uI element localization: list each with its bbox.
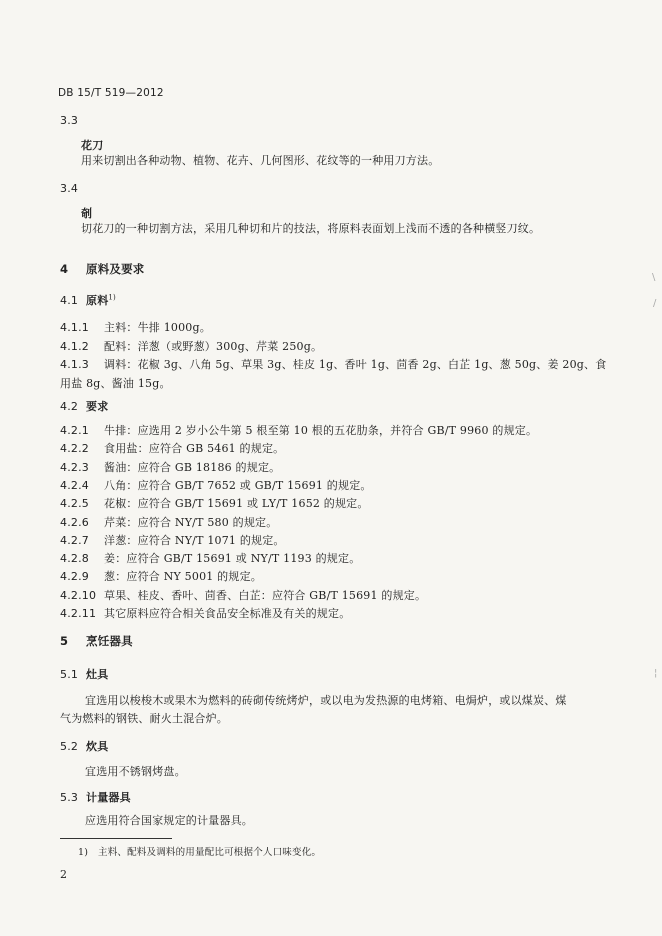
requirement-item <box>60 516 277 530</box>
term-ji: 剞 <box>81 207 93 220</box>
section-4-heading <box>60 262 145 276</box>
requirement-item-number: 4.2.11 <box>60 607 97 620</box>
requirement-item-text: 八角：应符合 GB/T 7652 或 GB/T 15691 的规定。 <box>104 478 372 492</box>
raw-material-item <box>60 358 606 372</box>
raw-material-item-text: 配料：洋葱（或野葱）300g、芹菜 250g。 <box>104 339 323 353</box>
requirement-item <box>60 479 372 493</box>
requirement-item-number: 4.2.5 <box>60 497 89 511</box>
section-4-title: 原料及要求 <box>86 262 145 276</box>
requirement-item-text: 草果、桂皮、香叶、茴香、白芷：应符合 GB/T 15691 的规定。 <box>104 588 427 602</box>
clause-4-2-title: 要求 <box>86 400 109 413</box>
requirement-item-text: 芹菜：应符合 NY/T 580 的规定。 <box>104 515 278 529</box>
requirement-item-text: 姜：应符合 GB/T 15691 或 NY/T 1193 的规定。 <box>104 552 361 566</box>
raw-material-item-number: 4.1.3 <box>60 358 89 371</box>
clause-number-3-3: 3.3 <box>60 114 79 127</box>
standard-code-header: DB 15/T 519—2012 <box>58 87 164 99</box>
requirement-item <box>60 589 426 603</box>
requirement-item <box>60 461 280 475</box>
requirement-item-text: 洋葱：应符合 NY/T 1071 的规定。 <box>104 533 285 547</box>
raw-material-item-continuation: 用盐 8g、酱油 15g。 <box>60 376 171 390</box>
scan-mark: ¦ <box>654 668 658 679</box>
requirement-item <box>60 442 284 456</box>
requirement-item-text: 酱油：应符合 GB 18186 的规定。 <box>104 460 281 474</box>
clause-5-3-heading <box>60 791 131 805</box>
clause-5-1-text-line-2: 气为燃料的钢铁、耐火土混合炉。 <box>60 712 228 725</box>
footnote-separator <box>60 838 172 839</box>
raw-material-item-text: 主料：牛排 1000g。 <box>104 321 211 334</box>
requirement-item-number: 4.2.9 <box>60 570 89 584</box>
clause-4-1-title: 原料 <box>86 294 109 307</box>
term-huadao: 花刀 <box>81 139 104 152</box>
footnote-text: 主料、配料及调料的用量配比可根据个人口味变化。 <box>98 847 322 858</box>
section-5-title: 烹饪器具 <box>86 634 133 648</box>
requirement-item-number: 4.2.1 <box>60 424 89 437</box>
clause-5-2-number: 5.2 <box>60 740 79 753</box>
requirement-item <box>60 607 350 621</box>
clause-4-1-heading <box>60 294 116 308</box>
clause-5-3-title: 计量器具 <box>86 791 131 804</box>
clause-5-2-title: 炊具 <box>86 740 109 753</box>
requirement-item-text: 其它原料应符合相关食品安全标准及有关的规定。 <box>104 607 351 620</box>
requirement-item-number: 4.2.3 <box>60 460 89 474</box>
requirement-item-number: 4.2.10 <box>60 588 97 602</box>
footnote <box>78 846 321 860</box>
section-4-number: 4 <box>60 262 69 276</box>
raw-material-item-text: 调料：花椒 3g、八角 5g、草果 3g、桂皮 1g、香叶 1g、茴香 2g、白芷 1g、葱 50g、姜 20g、食 <box>104 358 607 371</box>
clause-5-1-title: 灶具 <box>86 668 109 681</box>
requirement-item <box>60 424 537 438</box>
clause-4-2-heading <box>60 400 108 414</box>
footnote-mark: 1) <box>78 847 89 858</box>
requirement-item-text: 食用盐：应符合 GB 5461 的规定。 <box>104 442 285 456</box>
clause-number-3-4: 3.4 <box>60 182 79 195</box>
clause-5-3-number: 5.3 <box>60 791 79 804</box>
requirement-item-number: 4.2.7 <box>60 533 89 547</box>
clause-4-2-number: 4.2 <box>60 400 79 413</box>
definition-huadao: 用来切割出各种动物、植物、花卉、几何图形、花纹等的一种用刀方法。 <box>81 154 440 167</box>
clause-5-1-text-line-1: 宜选用以梭梭木或果木为燃料的砖砌传统烤炉，或以电为发热源的电烤箱、电焗炉，或以煤炭、煤 <box>85 694 567 707</box>
requirement-item-number: 4.2.6 <box>60 515 89 529</box>
clause-5-1-heading <box>60 668 108 682</box>
requirement-item-text: 葱：应符合 NY 5001 的规定。 <box>104 570 262 584</box>
requirement-item-number: 4.2.8 <box>60 552 89 566</box>
requirement-item <box>60 497 369 511</box>
requirement-item-number: 4.2.2 <box>60 442 89 456</box>
clause-5-3-text: 应选用符合国家规定的计量器具。 <box>85 814 253 827</box>
requirement-item <box>60 552 360 566</box>
clause-4-1-number: 4.1 <box>60 294 79 307</box>
clause-5-2-heading <box>60 740 108 754</box>
scan-mark: / <box>653 298 657 309</box>
requirement-item-text: 花椒：应符合 GB/T 15691 或 LY/T 1652 的规定。 <box>104 497 369 511</box>
section-5-number: 5 <box>60 634 69 648</box>
footnote-reference: 1) <box>108 293 116 302</box>
raw-material-item <box>60 340 322 354</box>
requirement-item <box>60 570 262 584</box>
raw-material-item-number: 4.1.1 <box>60 321 89 334</box>
raw-material-item-number: 4.1.2 <box>60 339 89 353</box>
definition-ji: 切花刀的一种切割方法，采用几种切和片的技法，将原料表面划上浅而不透的各种横竖刀纹。 <box>81 222 541 235</box>
clause-5-2-text: 宜选用不锈钢烤盘。 <box>85 765 186 778</box>
raw-material-item <box>60 321 211 335</box>
requirement-item-text: 牛排：应选用 2 岁小公牛第 5 根至第 10 根的五花肋条，并符合 GB/T 9960 的规定。 <box>104 424 538 437</box>
scan-mark: \ <box>652 272 656 283</box>
requirement-item <box>60 534 285 548</box>
page-number: 2 <box>60 868 68 881</box>
section-5-heading <box>60 634 133 648</box>
clause-5-1-number: 5.1 <box>60 668 79 681</box>
requirement-item-number: 4.2.4 <box>60 478 89 492</box>
